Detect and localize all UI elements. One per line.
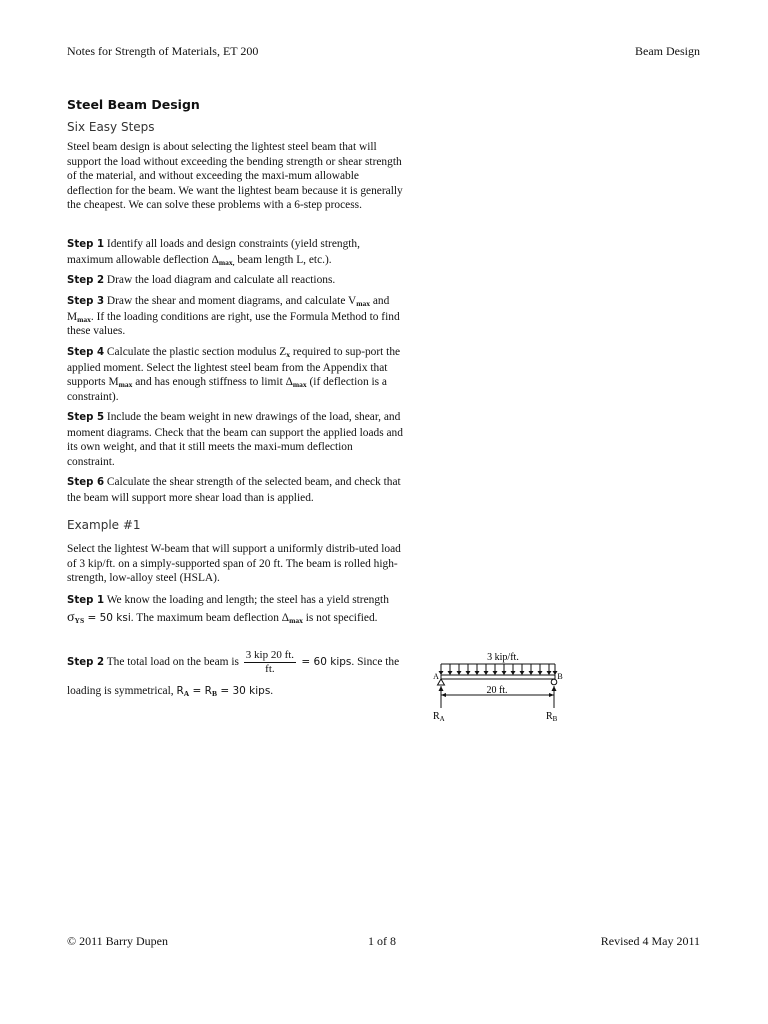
delta-symbol: Δ bbox=[285, 376, 293, 389]
header-course-title: Notes for Strength of Materials, ET 200 bbox=[67, 44, 259, 58]
example-step-2-label: Step 2 bbox=[67, 657, 105, 668]
example-heading: Example #1 bbox=[67, 518, 141, 532]
subscript: max bbox=[77, 314, 91, 324]
roller-support-icon bbox=[551, 679, 557, 685]
total-load-result: = 60 kips bbox=[298, 656, 352, 668]
dimension-arrow-left-icon bbox=[441, 693, 446, 697]
subscript: max bbox=[289, 616, 303, 625]
subscript: B bbox=[211, 689, 217, 698]
step-6-text: Calculate the shear strength of the selected beam, and check that the beam will support more shear load than is applied. bbox=[67, 476, 401, 504]
subscript: x bbox=[286, 350, 291, 359]
step-4-text-c: and has enough stiffness to limit bbox=[132, 376, 286, 389]
step-3 bbox=[67, 294, 403, 339]
step-4-text-b: required to sup-port the applied moment. Select the lightest steel beam from the Appendix that supports M bbox=[67, 346, 401, 389]
step-4-text-a: Calculate the plastic section modulus Z bbox=[106, 346, 287, 358]
step-6-label: Step 6 bbox=[67, 477, 105, 488]
load-label: 3 kip/ft. bbox=[487, 652, 519, 663]
step-4-label: Step 4 bbox=[67, 347, 105, 358]
example-step-1-text-a: We know the loading and length; the steel has a yield strength bbox=[106, 594, 389, 606]
step-4-text-d: (if deflection is a constraint). bbox=[67, 376, 387, 403]
step-5-text: Include the beam weight in new drawings of the load, shear, and moment diagrams. Check that the beam can support the applied loads and its own weight, and that it still meets the maxi-mum deflection constraint. bbox=[67, 411, 403, 468]
reaction-arrowhead-a-icon bbox=[439, 686, 444, 691]
span-label: 20 ft. bbox=[486, 685, 508, 696]
subscript: A bbox=[183, 689, 190, 698]
page-title: Steel Beam Design bbox=[67, 97, 200, 112]
subscript: max bbox=[292, 380, 307, 390]
fraction-numerator: 3 kip 20 ft. bbox=[245, 648, 295, 661]
subscript: max, bbox=[218, 257, 235, 267]
step-1-text-b: beam length L, etc.). bbox=[234, 253, 332, 266]
intro-paragraph: Steel beam design is about selecting the lightest steel beam that will support the load without exceeding the bending strength or shear strength of the material, and without exceeding the maxi-mum allowable deflection for the beam. We want the lightest beam because it is generally the cheapest. We can solve these problems with a 6-step process. bbox=[67, 141, 403, 212]
step-6 bbox=[67, 475, 403, 505]
reaction-value: = 30 kips bbox=[216, 685, 271, 697]
beam-load-diagram bbox=[425, 648, 575, 724]
beam bbox=[441, 675, 555, 679]
step-2-label: Step 2 bbox=[67, 275, 105, 286]
delta-symbol: Δ bbox=[281, 612, 290, 624]
step-3-text-a: Draw the shear and moment diagrams, and calculate V bbox=[106, 295, 357, 307]
step-4 bbox=[67, 345, 403, 404]
reaction-a: R bbox=[176, 685, 184, 697]
header-section-title: Beam Design bbox=[635, 44, 700, 58]
step-5-label: Step 5 bbox=[67, 412, 105, 423]
delta-symbol: Δ bbox=[211, 253, 219, 266]
end-label-a: A bbox=[433, 672, 439, 681]
example-step-1 bbox=[67, 592, 403, 627]
fraction-denominator: ft. bbox=[265, 662, 275, 675]
footer-page-number: 1 of 8 bbox=[368, 934, 396, 948]
example-step-1-label: Step 1 bbox=[67, 595, 105, 606]
footer-revision-date: Revised 4 May 2011 bbox=[600, 934, 700, 948]
step-2 bbox=[67, 273, 403, 289]
reaction-label-b: $R_B$ bbox=[546, 711, 558, 723]
subscript: YS bbox=[74, 616, 85, 625]
example-step-1-text-b: . The maximum beam deflection bbox=[130, 612, 282, 624]
step-2-text: Draw the load diagram and calculate all reactions. bbox=[106, 274, 336, 286]
sigma-symbol: σ bbox=[67, 610, 75, 625]
dimension-arrow-right-icon bbox=[549, 693, 554, 697]
subscript: max bbox=[356, 299, 370, 308]
step-1-text-a: Identify all loads and design constraints (yield strength, maximum allowable deflection bbox=[67, 238, 360, 266]
step-3-text-b: and M bbox=[67, 295, 390, 323]
example-step-2-text-b: . Since the loading is symmetrical, bbox=[67, 656, 400, 697]
example-step-2-text-a: The total load on the beam is bbox=[106, 656, 242, 668]
section-subtitle: Six Easy Steps bbox=[67, 120, 155, 134]
step-1-label: Step 1 bbox=[67, 239, 105, 250]
footer-copyright: © 2011 Barry Dupen bbox=[67, 934, 168, 948]
reaction-label-a: $R_A$ bbox=[433, 711, 445, 723]
step-3-label: Step 3 bbox=[67, 296, 105, 307]
example-step-2-end: . bbox=[270, 685, 274, 697]
end-label-b: B bbox=[557, 672, 563, 681]
step-3-text-c: . If the loading conditions are right, use the Formula Method to find these values. bbox=[67, 310, 400, 338]
reaction-b: = R bbox=[189, 685, 212, 697]
step-5 bbox=[67, 410, 403, 469]
example-step-1-text-c: is not specified. bbox=[302, 612, 378, 624]
example-step-2 bbox=[67, 648, 403, 705]
subscript: max bbox=[118, 380, 133, 390]
step-1 bbox=[67, 237, 403, 267]
yield-strength-value: = 50 ksi bbox=[84, 612, 131, 624]
reaction-arrowhead-b-icon bbox=[552, 686, 557, 691]
distributed-load-arrows bbox=[439, 664, 558, 675]
total-load-fraction bbox=[244, 649, 296, 676]
example-problem: Select the lightest W-beam that will support a uniformly distrib-uted load of 3 kip/ft. on a simply-supported span of 20 ft. The beam is rolled high-strength, low-alloy steel (HSLA). bbox=[67, 543, 401, 585]
